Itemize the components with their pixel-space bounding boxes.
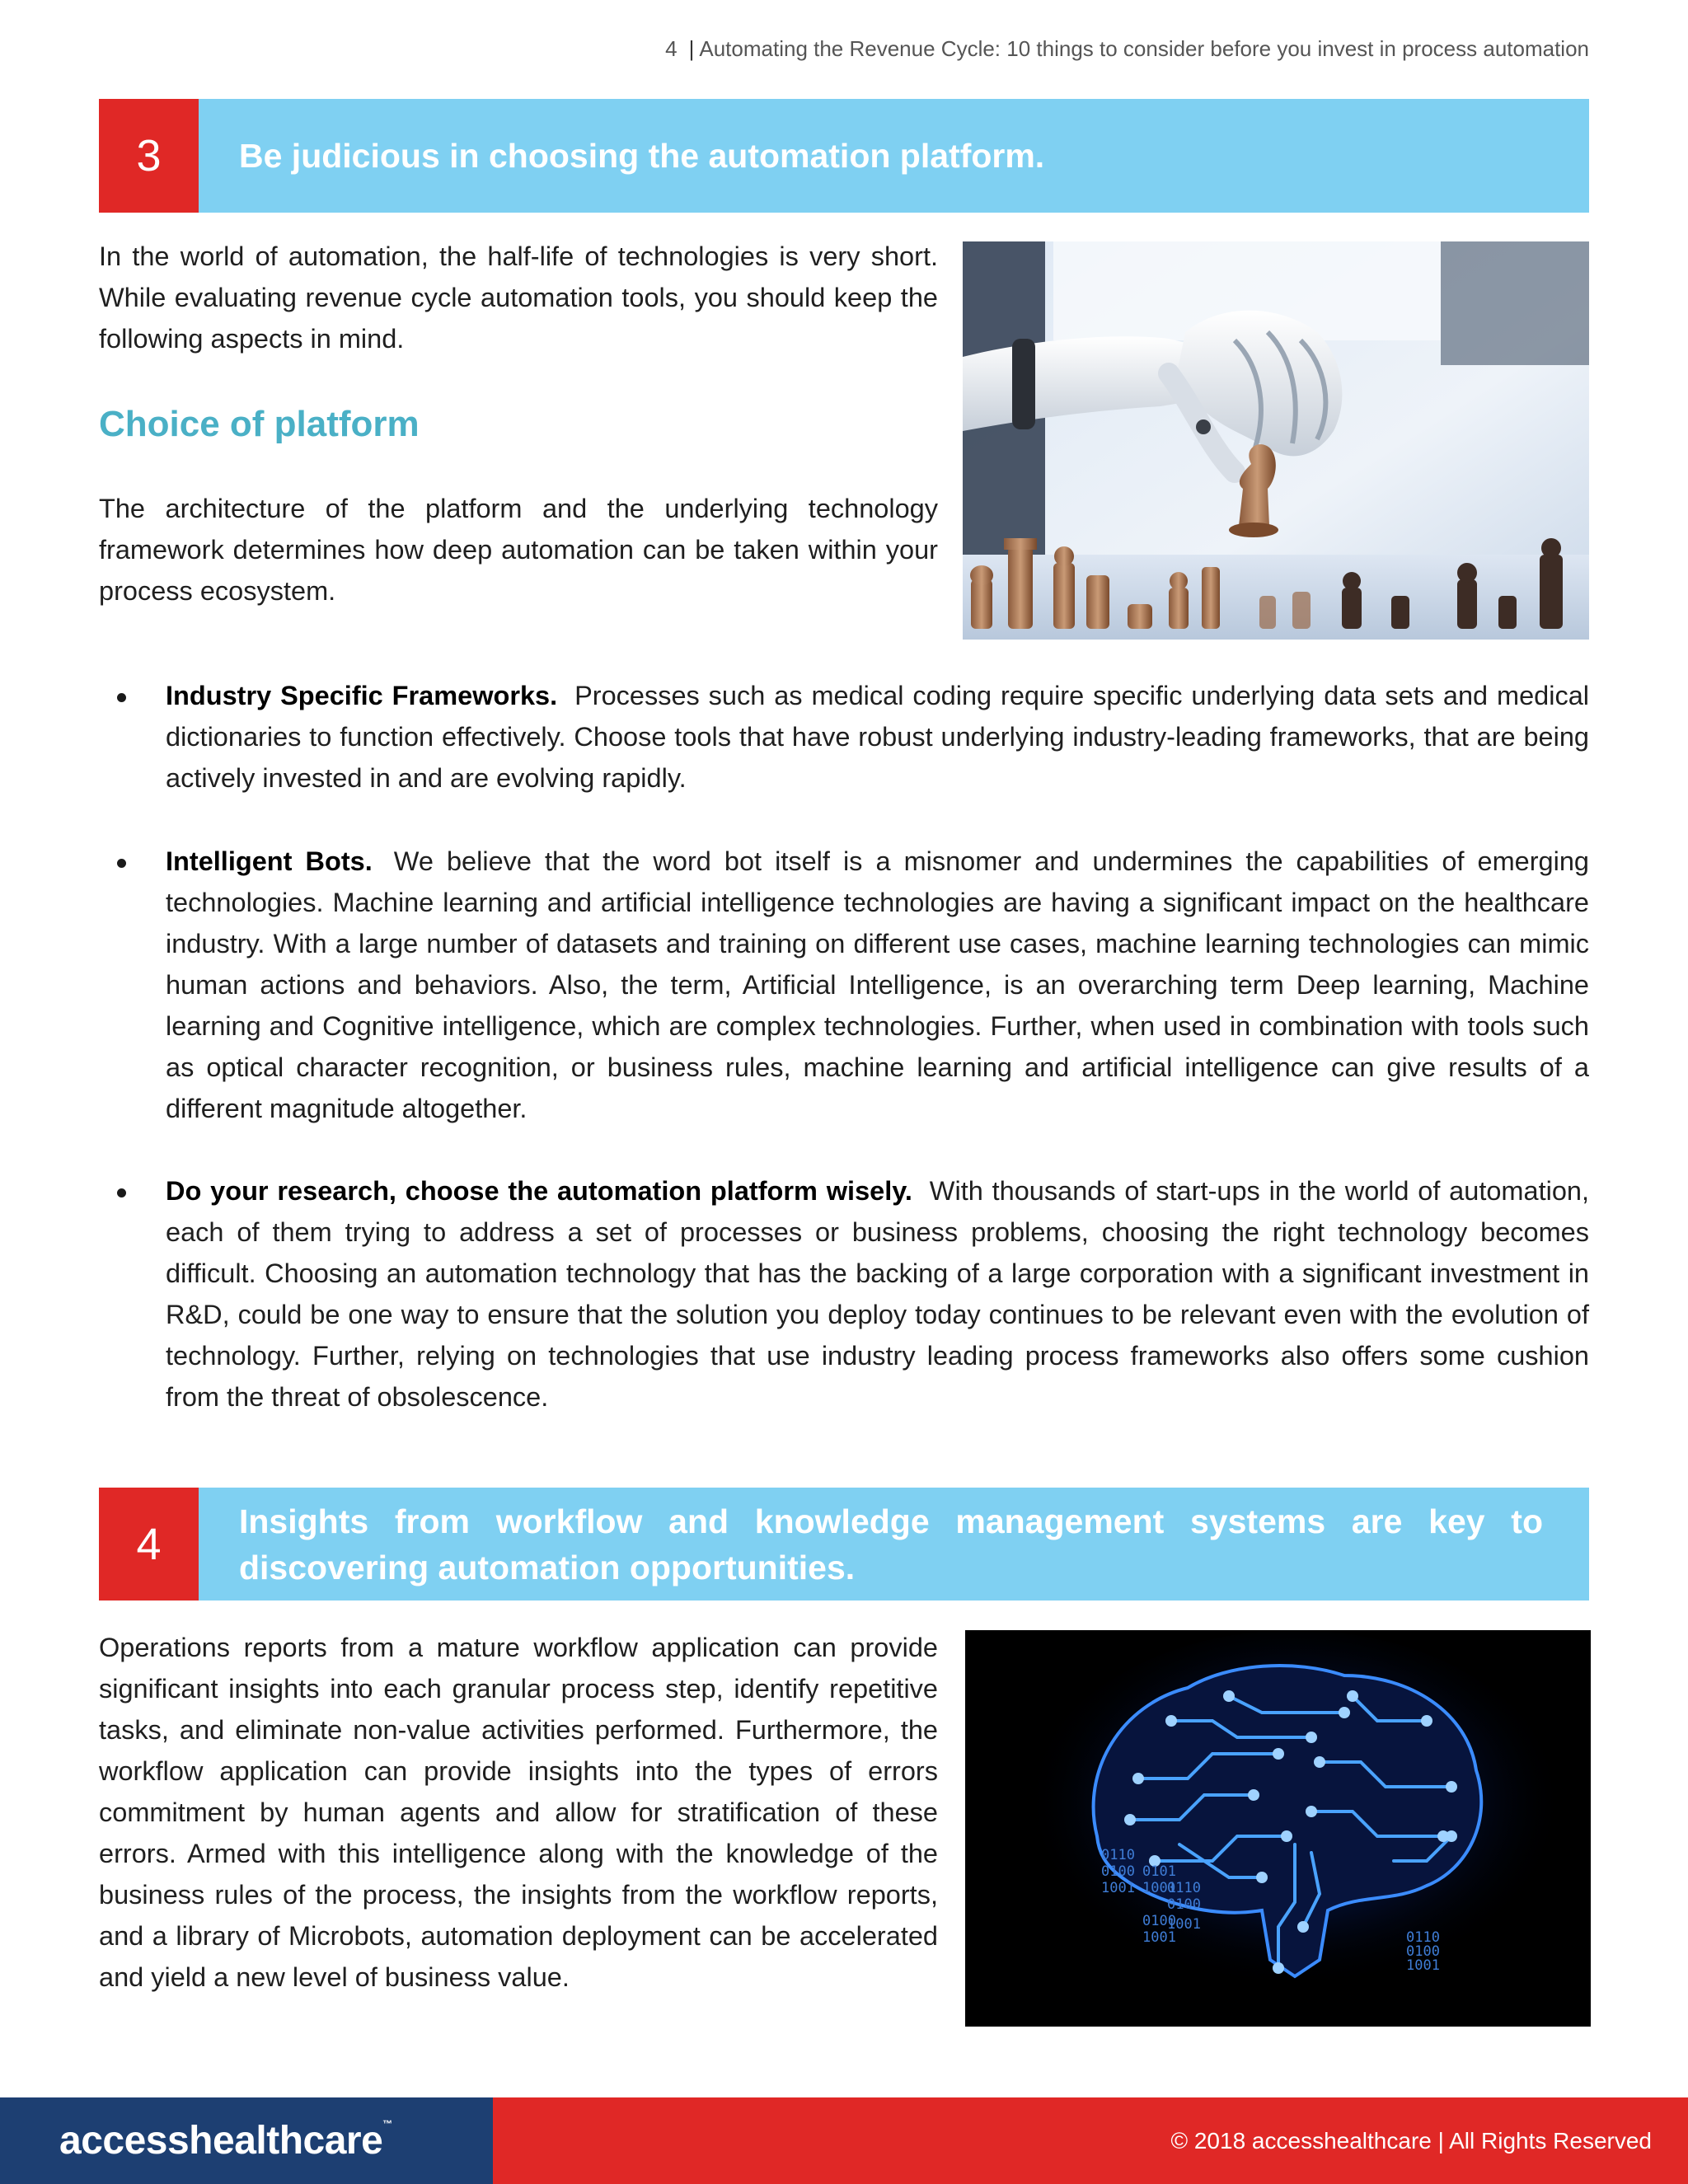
bullet-text: We believe that the word bot itself is a misnomer and undermines the capabilities of emerging technologies. Machine learning and artificial intelligence technologies are having a significant impact on the healthcare industry. With a large number of datasets and training on different use cases, machine learning technologies can mimic human actions and behaviors. Also, the term, Artificial Intelligence, is an overarching term Deep learning, Machine learning and Cognitive intelligence, which are complex technologies. Further, when used in combination with tools such as optical character recognition, or business rules, machine learning and artificial intelligence can give results of a different magnitude altogether. [166,846,1589,1123]
bullet-text: With thousands of start-ups in the world of automation, each of them trying to address a set of processes or business problems, choosing the right technology becomes difficult. Choosing an automation technology that has the backing of a large corporation with a significant investment in R&D, could be one way to ensure that the solution you deploy today continues to be relevant even with the evolution of technology. Further, relying on technologies that use industry leading process frameworks also offers some cushion from the threat of obsolescence. [166,1176,1590,1412]
choice-of-platform-heading: Choice of platform [99,404,420,444]
bullet-dot [117,1188,126,1197]
robot-chess-image [963,241,1589,640]
section-3-title: Be judicious in choosing the automation platform. [239,137,1045,175]
page-number: 4 [665,36,678,61]
binary-digit: 1001 [1406,1957,1440,1974]
footer-copyright-bar [493,2097,1688,2184]
bullet-paragraph [166,841,1589,1129]
header-separator: | [688,36,695,61]
bullet-paragraph [166,675,1589,799]
bullet-lead: Industry Specific Frameworks. [166,681,558,710]
copyright-text: © 2018 accesshealthcare | All Rights Reserved [1170,2127,1652,2154]
section-4-number: 4 [99,1488,199,1601]
binary-digit: 0100 [1406,1943,1440,1960]
footer-brand-bar [0,2097,493,2184]
architecture-paragraph: The architecture of the platform and the underlying technology framework determines how deep automation can be taken within your process ecosystem. [99,494,938,606]
bullet-lead: Intelligent Bots. [166,846,373,876]
circuit-brain-illustration [965,1630,1591,2027]
bullet-industry-frameworks [99,675,1589,799]
bullet-intelligent-bots [99,841,1589,1129]
bullet-text: Processes such as medical coding require specific underlying data sets and medical dictionaries to function effectively. Choose tools that have robust underlying industry-leading frameworks, that are being actively invested in and are evolving rapidly. [166,681,1589,793]
section-3-intro: In the world of automation, the half-life of technologies is very short. While evaluating revenue cycle automation tools, you should keep the following aspects in mind. [99,241,938,354]
binary-digit: 1001 [1142,1880,1176,1896]
binary-digit: 0110 [1406,1929,1440,1946]
binary-digit: 1001 [1101,1880,1135,1896]
document-title: Automating the Revenue Cycle: 10 things to consider before you invest in process automation [699,36,1589,61]
binary-digit: 0101 [1142,1863,1176,1880]
section-4-title: Insights from workflow and knowledge management systems are key to discovering automation opportunities. [239,1502,1543,1586]
section-4-banner [99,1488,1589,1601]
circuit-brain-image [965,1630,1591,2027]
bullet-dot [117,693,126,702]
section-3-banner [99,99,1589,213]
running-header [665,36,1589,62]
binary-digit: 1001 [1142,1929,1176,1946]
binary-digit: 0110 [1167,1880,1201,1896]
bullet-dot [117,859,126,868]
bullet-paragraph [166,1170,1589,1418]
binary-digit: 1001 [1167,1916,1201,1933]
robot-chess-illustration [963,241,1589,640]
brand-logo [59,2118,392,2163]
binary-digit: 0100 [1142,1913,1176,1929]
binary-digit: 0110 [1101,1847,1135,1863]
bullet-lead: Do your research, choose the automation platform wisely. [166,1176,912,1206]
binary-digit: 0100 [1167,1896,1201,1913]
binary-digit: 0100 [1101,1863,1135,1880]
section-3-number: 3 [99,99,199,213]
section-4-body: Operations reports from a mature workflow application can provide significant insights into each granular process step, identify repetitive tasks, and eliminate non-value activities performed. Furthermore, the workflow application can provide insights into the types of errors commitment by human agents and allow for stratification of these errors. Armed with this intelligence along with the knowledge of the business rules of the process, the insights from the workflow reports, and a library of Microbots, automation deployment can be accelerated and yield a new level of business value. [99,1633,938,1992]
brand-name: accesshealthcare [59,2119,383,2163]
trademark-symbol: ™ [382,2118,392,2130]
bullet-do-your-research [99,1170,1589,1418]
